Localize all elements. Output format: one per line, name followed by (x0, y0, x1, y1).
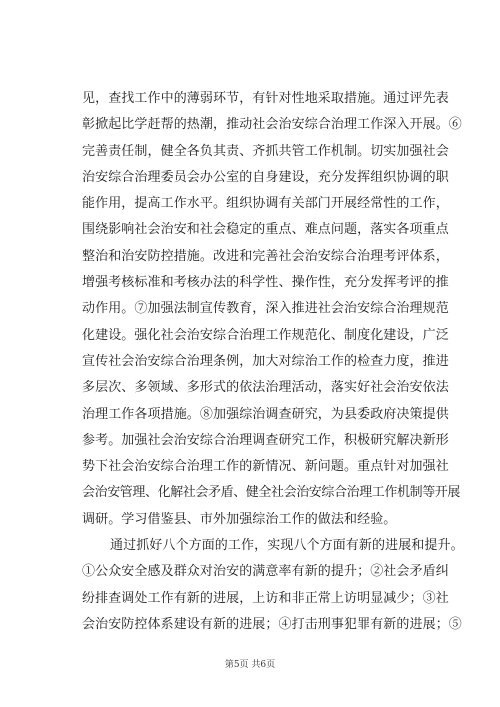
text-line: 会治安管理、化解社会矛盾、健全社会治安综合治理工作机制等开展 (82, 485, 461, 501)
text-line: 宣传社会治安综合治理条例，加大对综治工作的检查力度，推进 (82, 353, 449, 369)
text-line: 彰掀起比学赶帮的热潮，推动社会治安综合治理工作深入开展。⑥ (82, 117, 462, 133)
text-line: 势下社会治安综合治理工作的新情况、新问题。重点针对加强社 (82, 459, 449, 475)
text-line: 治安综合治理委员会办公室的自身建设，充分发挥组织协调的职 (82, 169, 449, 185)
text-line: 完善责任制，健全各负其责、齐抓共管工作机制。切实加强社会 (82, 143, 449, 159)
text-line: 纷排查调处工作有新的进展，上访和非正常上访明显减少；③社 (82, 590, 449, 606)
text-line: 增强考核标准和考核办法的科学性、操作性，充分发挥考评的推 (82, 275, 449, 291)
text-line: 动作用。⑦加强法制宣传教育，深入推进社会治安综合治理规范 (82, 301, 449, 317)
document-body (82, 86, 464, 638)
text-line: 化建设。强化社会治安综合治理工作规范化、制度化建设，广泛 (82, 327, 449, 343)
text-line: 多层次、多领域、多形式的依法治理活动，落实好社会治安依法 (82, 380, 449, 396)
text-line: 调研。学习借鉴县、市外加强综治工作的做法和经验。 (82, 511, 397, 527)
text-line: 会治安防控体系建设有新的进展；④打击刑事犯罪有新的进展；⑤ (82, 616, 462, 632)
text-line: ①公众安全感及群众对治安的满意率有新的提升；②社会矛盾纠 (82, 564, 449, 580)
text-line: 整治和治安防控措施。改进和完善社会治安综合治理考评体系， (82, 248, 449, 264)
paragraph-first-line: 通过抓好八个方面的工作，实现八个方面有新的进展和提升。 (110, 538, 464, 554)
text-line: 参考。加强社会治安综合治理调查研究工作，积极研究解决新形 (82, 432, 449, 448)
text-line: 治理工作各项措施。⑧加强综治调查研究，为县委政府决策提供 (82, 406, 449, 422)
text-line: 见，查找工作中的薄弱环节，有针对性地采取措施。通过评先表 (82, 91, 449, 106)
text-line: 围绕影响社会治安和社会稳定的重点、难点问题，落实各项重点 (82, 222, 449, 238)
text-line: 能作用，提高工作水平。组织协调有关部门开展经常性的工作， (82, 196, 449, 212)
page-number: 第5页 共6页 (224, 660, 276, 670)
